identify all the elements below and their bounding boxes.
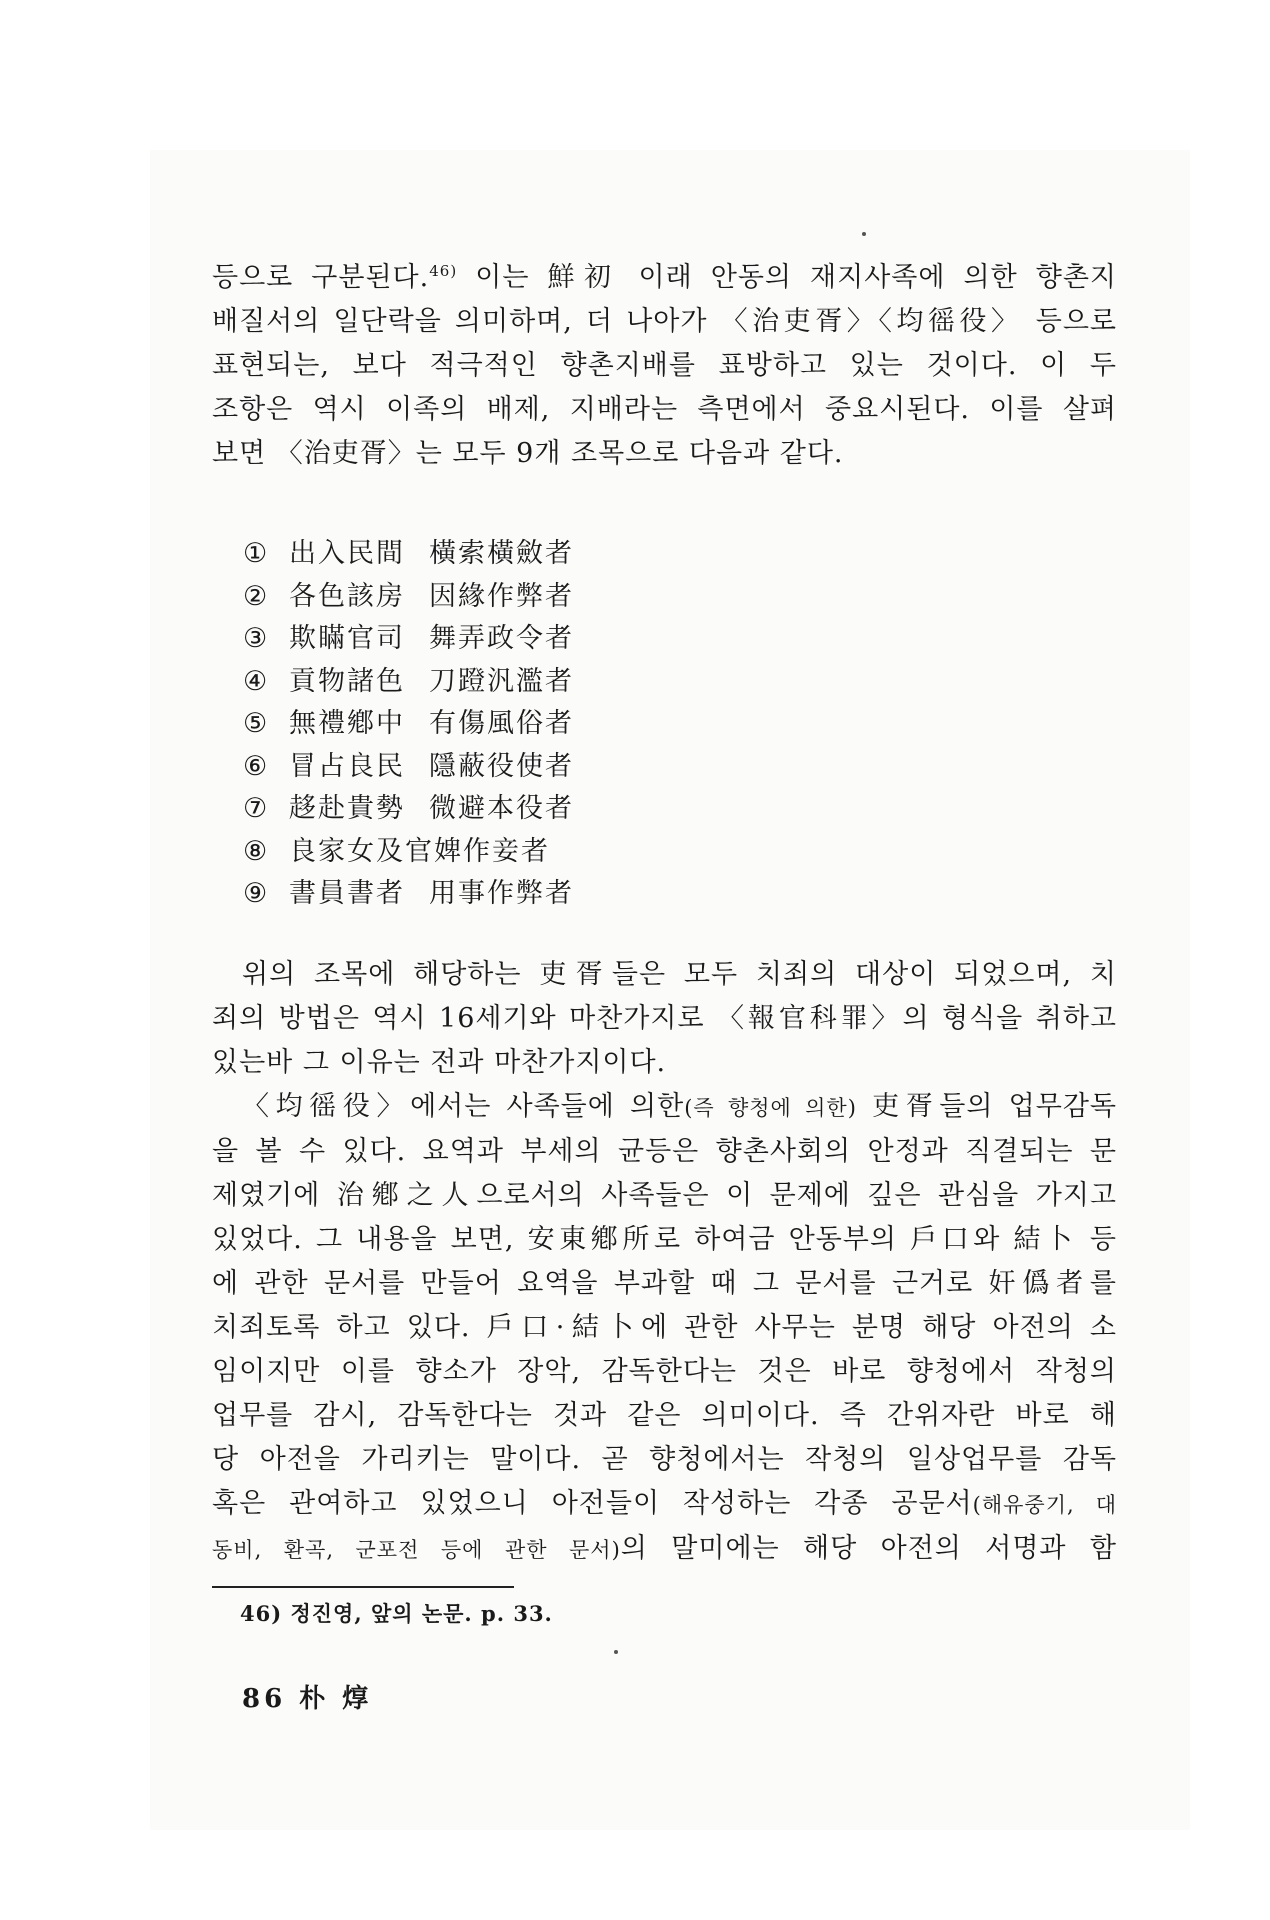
- footnote: 46) 정진영, 앞의 논문. p. 33.: [240, 1601, 553, 1626]
- list-number: ②: [243, 580, 270, 612]
- paragraph-corvee: [212, 1085, 1117, 1572]
- list-subject: 良家女及官婢作妾者: [289, 835, 550, 867]
- list-item: [243, 533, 574, 576]
- text-line: 제였기에 治鄕之人으로서의 사족들은 이 문제에 깊은 관심을 가지고: [212, 1180, 1117, 1211]
- speck-mark: [614, 1650, 618, 1654]
- list-item: [243, 831, 574, 874]
- text-line: 업무를 감시, 감독한다는 것과 같은 의미이다. 즉 간위자란 바로 해: [212, 1400, 1117, 1431]
- list-offense: 刀蹬汎濫者: [429, 665, 574, 697]
- text-fragment-small: (해유중기, 대: [972, 1493, 1117, 1517]
- speck-mark: [862, 232, 866, 236]
- list-number: ③: [243, 623, 270, 654]
- text-line: [212, 1482, 1117, 1527]
- list-subject: 書員書者: [289, 878, 405, 909]
- text-line: [212, 1085, 1117, 1130]
- list-subject: 趍赴貴勢: [289, 793, 405, 824]
- list-subject: 冒占良民: [289, 750, 405, 782]
- list-offense: 橫索橫斂者: [429, 538, 574, 569]
- text-line: 을 볼 수 있다. 요역과 부세의 균등은 향촌사회의 안정과 직결되는 문: [212, 1136, 1117, 1167]
- list-number: ⑨: [243, 878, 270, 909]
- footnote-ref: 46): [429, 262, 458, 280]
- list-item: [243, 746, 574, 789]
- text-line: 임이지만 이를 향소가 장악, 감독한다는 것은 바로 향청에서 작청의: [212, 1356, 1117, 1387]
- text-line: 에 관한 문서를 만들어 요역을 부과할 때 그 문서를 근거로 奸僞者를: [212, 1268, 1117, 1299]
- page-number: 86 朴 焞: [242, 1684, 373, 1714]
- text-fragment: 吏胥들의 업무감독: [856, 1091, 1117, 1122]
- list-item: [243, 661, 574, 704]
- list-item: [243, 618, 574, 661]
- text-line: 있었다. 그 내용을 보면, 安東鄕所로 하여금 안동부의 戶口와 結卜 등: [212, 1224, 1117, 1255]
- text-fragment-small: 동비, 환곡, 군포전 등에 관한 문서): [212, 1538, 621, 1562]
- text-line: 배질서의 일단락을 의미하며, 더 나아가 〈治吏胥〉〈均徭役〉 등으로: [212, 306, 1117, 337]
- paragraph-punishment: [212, 953, 1117, 1085]
- text-fragment: 등으로 구분된다.: [212, 262, 430, 293]
- list-item: [243, 873, 574, 916]
- article-list: [243, 533, 574, 916]
- list-subject: 出入民間: [289, 538, 405, 569]
- list-number: ⑧: [243, 835, 270, 867]
- text-line: 죄의 방법은 역시 16세기와 마찬가지로 〈報官科罪〉의 형식을 취하고: [212, 1003, 1117, 1034]
- list-offense: 隱蔽役使者: [429, 750, 574, 782]
- text-line: 보면 〈治吏胥〉는 모두 9개 조목으로 다음과 같다.: [212, 438, 844, 469]
- text-fragment-small: (즉 향청에 의한): [684, 1096, 857, 1120]
- list-item: [243, 703, 574, 746]
- list-number: ⑤: [243, 708, 270, 739]
- text-line: 있는바 그 이유는 전과 마찬가지이다.: [212, 1047, 667, 1078]
- list-offense: 舞弄政令者: [429, 623, 574, 654]
- text-fragment: 의 말미에는 해당 아전의 서명과 함: [620, 1533, 1118, 1564]
- list-offense: 微避本役者: [429, 793, 574, 824]
- footnote-divider: [212, 1586, 514, 1588]
- text-fragment: 〈均徭役〉에서는 사족들에 의한: [242, 1091, 685, 1122]
- list-number: ①: [243, 538, 270, 569]
- list-offense: 用事作弊者: [429, 878, 574, 909]
- text-fragment: 이는 鮮初 이래 안동의 재지사족에 의한 향촌지: [457, 262, 1117, 293]
- list-subject: 無禮鄕中: [289, 708, 405, 739]
- list-subject: 欺瞞官司: [289, 623, 405, 654]
- text-fragment: 혹은 관여하고 있었으니 아전들이 작성하는 각종 공문서: [212, 1488, 973, 1519]
- text-line: 당 아전을 가리키는 말이다. 곧 향청에서는 작청의 일상업무를 감독: [212, 1444, 1117, 1475]
- text-line: 위의 조목에 해당하는 吏胥들은 모두 치죄의 대상이 되었으며, 치: [242, 959, 1117, 990]
- text-line: [212, 256, 1117, 300]
- text-line: [212, 1527, 1117, 1572]
- text-line: 조항은 역시 이족의 배제, 지배라는 측면에서 중요시된다. 이를 살펴: [212, 394, 1117, 425]
- list-subject: 貢物諸色: [289, 665, 405, 697]
- list-subject: 各色該房: [289, 580, 405, 612]
- text-line: 치죄토록 하고 있다. 戶口·結卜에 관한 사무는 분명 해당 아전의 소: [212, 1312, 1117, 1343]
- list-number: ⑥: [243, 750, 270, 782]
- list-number: ⑦: [243, 793, 270, 824]
- text-line: 표현되는, 보다 적극적인 향촌지배를 표방하고 있는 것이다. 이 두: [212, 350, 1117, 381]
- list-offense: 有傷風俗者: [429, 708, 574, 739]
- list-number: ④: [243, 665, 270, 697]
- list-item: [243, 788, 574, 831]
- paragraph-intro: [212, 256, 1117, 476]
- list-offense: 因緣作弊者: [429, 580, 574, 612]
- list-item: [243, 576, 574, 619]
